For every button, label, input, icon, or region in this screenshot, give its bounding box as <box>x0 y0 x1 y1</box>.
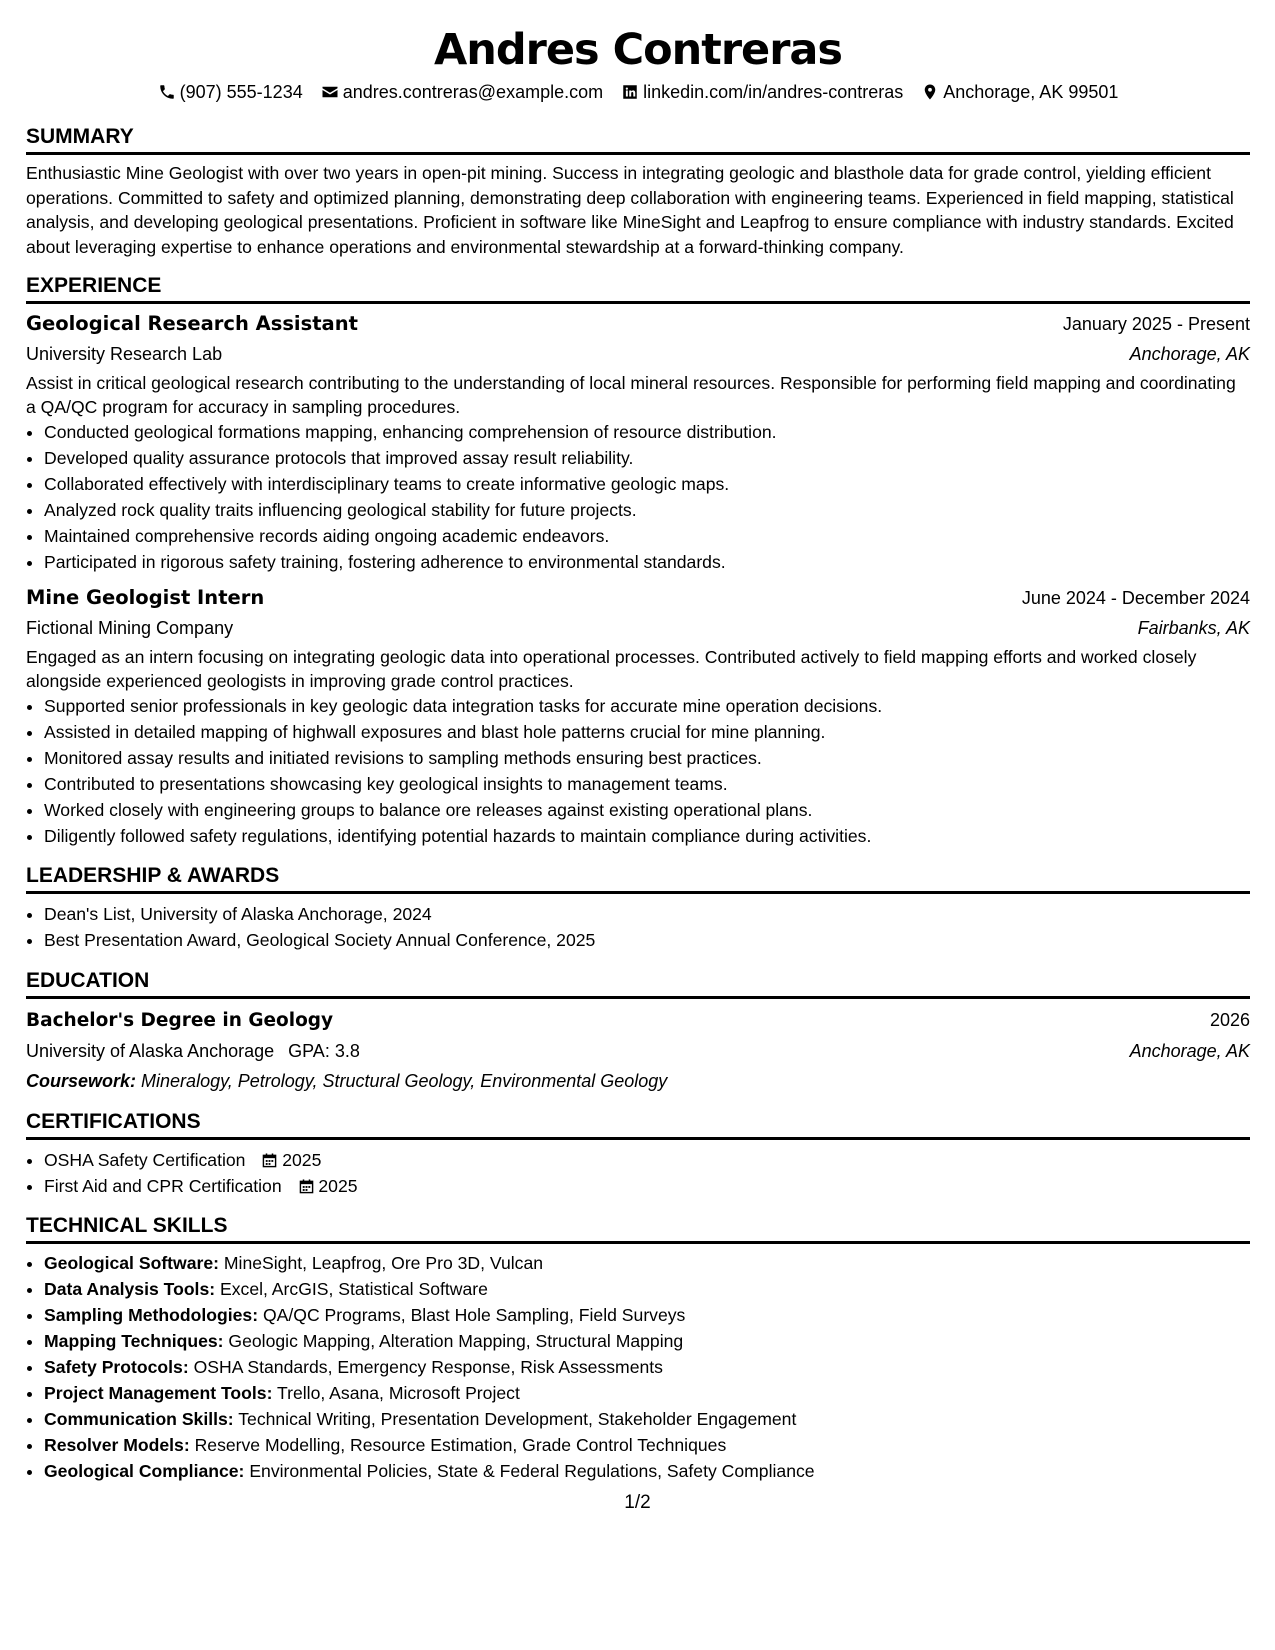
job-entry <box>26 309 1250 575</box>
list-item: • Developed quality assurance protocols that improved assay result reliability. <box>44 445 1250 471</box>
section-title: CERTIFICATIONS <box>26 1109 1250 1140</box>
experience-section <box>26 273 1250 849</box>
skill-value: Technical Writing, Presentation Development, Stakeholder Engagement <box>238 1409 797 1429</box>
section-title: EXPERIENCE <box>26 273 1250 304</box>
list-item <box>44 1276 1250 1302</box>
skill-label: Communication Skills: <box>44 1409 234 1429</box>
list-item: • Worked closely with engineering groups to balance ore releases against existing operational plans. <box>44 797 1250 823</box>
skill-value: MineSight, Leapfrog, Ore Pro 3D, Vulcan <box>223 1253 544 1273</box>
list-item: • Supported senior professionals in key geologic data integration tasks for accurate mine operation decisions. <box>44 693 1250 719</box>
candidate-name: Andres Contreras <box>433 25 843 75</box>
job-company: University Research Lab <box>26 344 223 364</box>
school-name: University of Alaska Anchorage <box>26 1041 275 1061</box>
section-title: TECHNICAL SKILLS <box>26 1213 1250 1244</box>
graduation-year: 2026 <box>1209 1010 1250 1030</box>
skill-value: OSHA Standards, Emergency Response, Risk Assessments <box>193 1357 663 1377</box>
skill-value: Geologic Mapping, Alteration Mapping, Structural Mapping <box>228 1331 684 1351</box>
cert-name: OSHA Safety Certification <box>44 1150 246 1170</box>
list-item: • Best Presentation Award, Geological Society Annual Conference, 2025 <box>44 927 1250 953</box>
email-text: andres.contreras@example.com <box>342 82 604 102</box>
skill-label: Geological Compliance: <box>44 1461 245 1481</box>
skill-value: Environmental Policies, State & Federal Regulations, Safety Compliance <box>249 1461 815 1481</box>
contact-email[interactable] <box>321 80 603 104</box>
skill-label: Project Management Tools: <box>44 1383 273 1403</box>
section-title: EDUCATION <box>26 968 1250 999</box>
summary-section <box>26 124 1250 259</box>
job-company: Fictional Mining Company <box>26 618 234 638</box>
list-item <box>44 1432 1250 1458</box>
job-title: Geological Research Assistant <box>26 312 358 335</box>
list-item <box>44 1354 1250 1380</box>
skills-section <box>26 1213 1250 1484</box>
certifications-section <box>26 1109 1250 1199</box>
list-item <box>44 1302 1250 1328</box>
school-location: Anchorage, AK <box>1129 1041 1250 1061</box>
page-number: 1/2 <box>624 1492 651 1513</box>
job-description: Engaged as an intern focusing on integrating geologic data into operational processes. Contributed actively to field mapping efforts and worked closely alongside experienced geologists in improving grade control practices. <box>26 647 1197 691</box>
awards-list <box>26 901 1250 953</box>
cert-name: First Aid and CPR Certification <box>44 1176 282 1196</box>
skill-label: Data Analysis Tools: <box>44 1279 216 1299</box>
list-item: • Monitored assay results and initiated revisions to sampling methods ensuring best practices. <box>44 745 1250 771</box>
coursework-list: Mineralogy, Petrology, Structural Geology, Environmental Geology <box>141 1071 668 1091</box>
section-title: SUMMARY <box>26 124 1250 155</box>
job-dates: January 2025 - Present <box>1062 314 1250 334</box>
cert-year: 2025 <box>318 1176 358 1196</box>
list-item: • Assisted in detailed mapping of highwall exposures and blast hole patterns crucial for mine planning. <box>44 719 1250 745</box>
list-item <box>44 1328 1250 1354</box>
skill-value: Trello, Asana, Microsoft Project <box>277 1383 520 1403</box>
list-item <box>44 1147 1250 1173</box>
list-item <box>44 1380 1250 1406</box>
contact-location <box>921 80 1118 104</box>
skill-label: Mapping Techniques: <box>44 1331 224 1351</box>
job-location: Fairbanks, AK <box>1137 618 1250 638</box>
cert-year: 2025 <box>282 1150 322 1170</box>
skill-value: Reserve Modelling, Resource Estimation, Grade Control Techniques <box>194 1435 727 1455</box>
contact-bar <box>26 80 1250 104</box>
skill-label: Resolver Models: <box>44 1435 190 1455</box>
calendar-icon <box>299 1179 314 1194</box>
phone-text: (907) 555-1234 <box>179 82 303 102</box>
linkedin-text: linkedin.com/in/andres-contreras <box>643 82 904 102</box>
skill-value: Excel, ArcGIS, Statistical Software <box>219 1279 488 1299</box>
skill-label: Sampling Methodologies: <box>44 1305 259 1325</box>
linkedin-icon <box>621 83 639 101</box>
list-item: • Dean's List, University of Alaska Anchorage, 2024 <box>44 901 1250 927</box>
phone-icon <box>158 83 176 101</box>
skill-label: Safety Protocols: <box>44 1357 189 1377</box>
resume-page <box>26 0 1250 1484</box>
list-item <box>44 1458 1250 1484</box>
list-item: • Conducted geological formations mapping, enhancing comprehension of resource distribution. <box>44 419 1250 445</box>
section-title: LEADERSHIP & AWARDS <box>26 863 1250 894</box>
skill-label: Geological Software: <box>44 1253 219 1273</box>
cert-list <box>26 1147 1250 1199</box>
list-item: • Contributed to presentations showcasing key geological insights to management teams. <box>44 771 1250 797</box>
job-title: Mine Geologist Intern <box>26 586 265 609</box>
list-item: • Analyzed rock quality traits influencing geological stability for future projects. <box>44 497 1250 523</box>
list-item <box>44 1250 1250 1276</box>
list-item: • Diligently followed safety regulations, identifying potential hazards to maintain compliance during activities. <box>44 823 1250 849</box>
list-item <box>44 1406 1250 1432</box>
contact-linkedin[interactable] <box>621 80 903 104</box>
job-bullets <box>26 693 1250 849</box>
list-item: • Participated in rigorous safety training, fostering adherence to environmental standards. <box>44 549 1250 575</box>
school-line <box>26 1036 360 1066</box>
job-bullets <box>26 419 1250 575</box>
envelope-icon <box>321 83 339 101</box>
skills-list <box>26 1250 1250 1484</box>
list-item: • Maintained comprehensive records aiding ongoing academic endeavors. <box>44 523 1250 549</box>
list-item: • Collaborated effectively with interdisciplinary teams to create informative geologic maps. <box>44 471 1250 497</box>
contact-phone <box>158 80 303 104</box>
summary-text: Enthusiastic Mine Geologist with over two years in open-pit mining. Success in integrating geologic and blasthole data for grade control, yielding efficient operations. Committed to safety and optimized planning, demonstrating deep collaboration with engineering teams. Experienced in field mapping, statistical analysis, and developing geological presentations. Proficient in software like MineSight and Leapfrog to ensure compliance with industry standards. Excited about leveraging expertise to enhance operations and environmental stewardship at a forward-thinking company. <box>26 163 1234 257</box>
coursework-label: Coursework: <box>26 1071 137 1091</box>
calendar-icon <box>262 1153 277 1168</box>
job-description: Assist in critical geological research contributing to the understanding of local mineral resources. Responsible for performing field mapping and coordinating a QA/QC program for accuracy in sampling procedures. <box>26 373 1236 417</box>
location-text: Anchorage, AK 99501 <box>943 82 1119 102</box>
gpa: GPA: 3.8 <box>288 1041 360 1061</box>
job-entry <box>26 583 1250 849</box>
leadership-section <box>26 863 1250 953</box>
job-dates: June 2024 - December 2024 <box>1021 588 1250 608</box>
education-section <box>26 968 1250 1096</box>
skill-value: QA/QC Programs, Blast Hole Sampling, Field Surveys <box>262 1305 686 1325</box>
job-location: Anchorage, AK <box>1129 344 1250 364</box>
map-pin-icon <box>921 83 939 101</box>
list-item <box>44 1173 1250 1199</box>
degree-title: Bachelor's Degree in Geology <box>26 1010 334 1031</box>
coursework <box>26 1066 1250 1096</box>
